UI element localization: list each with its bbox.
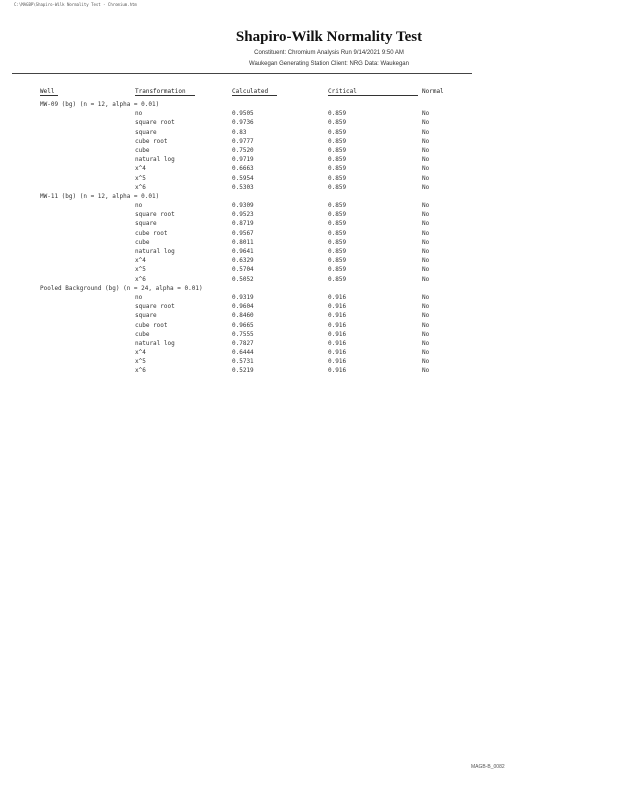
cell-critical: 0.859 xyxy=(328,156,347,164)
cell-transformation: x^5 xyxy=(135,358,146,366)
cell-critical: 0.916 xyxy=(328,339,347,347)
cell-critical: 0.916 xyxy=(328,303,347,311)
header-divider xyxy=(12,73,472,74)
table-row xyxy=(40,303,460,312)
table-row xyxy=(40,276,460,285)
cell-critical: 0.859 xyxy=(328,257,347,265)
cell-calculated: 0.7520 xyxy=(232,146,254,154)
cell-transformation: square root xyxy=(135,119,175,127)
cell-critical: 0.859 xyxy=(328,165,347,173)
table-group-row xyxy=(40,285,460,294)
cell-transformation: x^4 xyxy=(135,165,146,173)
cell-normal: No xyxy=(422,110,430,118)
cell-normal: No xyxy=(422,119,430,127)
table-row xyxy=(40,239,460,248)
cell-critical: 0.859 xyxy=(328,202,347,210)
cell-critical: 0.859 xyxy=(328,174,347,182)
cell-group-label: Pooled Background (bg) (n = 24, alpha = 0.01) xyxy=(40,284,203,292)
cell-transformation: no xyxy=(135,293,143,301)
cell-normal: No xyxy=(422,211,430,219)
cell-group-label: MW-09 (bg) (n = 12, alpha = 0.01) xyxy=(40,101,160,108)
col-transformation-underline xyxy=(135,95,195,96)
table-row xyxy=(40,156,460,165)
cell-normal: No xyxy=(422,275,430,283)
table-row xyxy=(40,349,460,358)
cell-transformation: cube xyxy=(135,146,150,154)
cell-critical: 0.859 xyxy=(328,275,347,283)
cell-calculated: 0.6329 xyxy=(232,257,254,265)
cell-critical: 0.916 xyxy=(328,312,347,320)
cell-critical: 0.859 xyxy=(328,183,347,191)
cell-normal: No xyxy=(422,128,430,136)
cell-group-label: MW-11 (bg) (n = 12, alpha = 0.01) xyxy=(40,192,160,200)
cell-transformation: x^6 xyxy=(135,275,146,283)
cell-critical: 0.859 xyxy=(328,248,347,255)
cell-normal: No xyxy=(422,293,430,301)
cell-transformation: cube root xyxy=(135,137,168,145)
cell-calculated: 0.9309 xyxy=(232,202,254,210)
report-title: Shapiro-Wilk Normality Test xyxy=(235,29,423,45)
cell-critical: 0.916 xyxy=(328,293,347,301)
table-row xyxy=(40,110,460,119)
subtitle-site-text: Waukegan Generating Station Client: NRG Data: Waukegan xyxy=(249,61,409,67)
cell-normal: No xyxy=(422,321,430,329)
col-well-underline xyxy=(40,95,58,96)
cell-normal: No xyxy=(422,137,430,145)
cell-normal: No xyxy=(422,349,430,357)
cell-calculated: 0.9505 xyxy=(232,110,254,118)
cell-calculated: 0.9523 xyxy=(232,211,254,219)
table-group-row xyxy=(40,101,460,110)
table-row xyxy=(40,138,460,147)
cell-transformation: cube root xyxy=(135,321,168,329)
cell-normal: No xyxy=(422,330,430,338)
col-normal: Normal xyxy=(422,88,444,95)
table-row xyxy=(40,175,460,184)
cell-critical: 0.916 xyxy=(328,367,347,375)
cell-critical: 0.859 xyxy=(328,211,347,219)
cell-transformation: square xyxy=(135,312,157,320)
cell-transformation: x^6 xyxy=(135,367,146,375)
table-row xyxy=(40,331,460,340)
cell-calculated: 0.5731 xyxy=(232,358,254,366)
table-row xyxy=(40,184,460,193)
cell-calculated: 0.7827 xyxy=(232,339,254,347)
cell-transformation: natural log xyxy=(135,156,175,164)
cell-calculated: 0.9719 xyxy=(232,156,254,164)
cell-normal: No xyxy=(422,174,430,182)
cell-normal: No xyxy=(422,183,430,191)
cell-critical: 0.859 xyxy=(328,266,347,274)
cell-critical: 0.916 xyxy=(328,330,347,338)
table-row xyxy=(40,129,460,138)
cell-calculated: 0.5704 xyxy=(232,266,254,274)
cell-calculated: 0.6444 xyxy=(232,349,254,357)
table-row xyxy=(40,220,460,229)
cell-critical: 0.859 xyxy=(328,229,347,237)
cell-transformation: cube xyxy=(135,238,150,246)
subtitle-analysis-text: Constituent: Chromium Analysis Run 9/14/2021 9:50 AM xyxy=(254,50,404,56)
col-calculated: Calculated xyxy=(232,88,269,95)
subtitle-analysis-info xyxy=(0,50,618,56)
col-critical-underline xyxy=(328,95,418,96)
cell-calculated: 0.9665 xyxy=(232,321,254,329)
cell-calculated: 0.9641 xyxy=(232,248,254,255)
cell-normal: No xyxy=(422,358,430,366)
cell-transformation: cube xyxy=(135,330,150,338)
cell-normal: No xyxy=(422,156,430,164)
cell-transformation: x^6 xyxy=(135,183,146,191)
report-title-wrap xyxy=(0,28,618,46)
cell-normal: No xyxy=(422,367,430,375)
table-row xyxy=(40,312,460,321)
cell-transformation: square xyxy=(135,220,157,228)
cell-calculated: 0.9736 xyxy=(232,119,254,127)
col-calculated-underline xyxy=(232,95,277,96)
cell-transformation: cube root xyxy=(135,229,168,237)
col-critical: Critical xyxy=(328,88,357,95)
cell-normal: No xyxy=(422,312,430,320)
cell-normal: No xyxy=(422,146,430,154)
cell-calculated: 0.5954 xyxy=(232,174,254,182)
table-row xyxy=(40,248,460,257)
results-table xyxy=(40,101,460,377)
cell-calculated: 0.5219 xyxy=(232,367,254,375)
table-row xyxy=(40,266,460,275)
cell-calculated: 0.8460 xyxy=(232,312,254,320)
document-id: MAGB-B_0082 xyxy=(471,764,505,770)
cell-normal: No xyxy=(422,229,430,237)
cell-transformation: x^4 xyxy=(135,349,146,357)
cell-normal: No xyxy=(422,257,430,265)
cell-critical: 0.859 xyxy=(328,128,347,136)
cell-normal: No xyxy=(422,238,430,246)
cell-critical: 0.859 xyxy=(328,238,347,246)
cell-calculated: 0.6663 xyxy=(232,165,254,173)
table-row xyxy=(40,367,460,376)
cell-critical: 0.916 xyxy=(328,321,347,329)
table-row xyxy=(40,211,460,220)
cell-normal: No xyxy=(422,165,430,173)
cell-normal: No xyxy=(422,266,430,274)
cell-critical: 0.859 xyxy=(328,220,347,228)
cell-normal: No xyxy=(422,202,430,210)
cell-calculated: 0.83 xyxy=(232,128,247,136)
table-row xyxy=(40,165,460,174)
cell-transformation: no xyxy=(135,110,143,118)
cell-calculated: 0.8011 xyxy=(232,238,254,246)
cell-transformation: square root xyxy=(135,303,175,311)
cell-transformation: x^5 xyxy=(135,266,146,274)
cell-normal: No xyxy=(422,248,430,255)
cell-calculated: 0.9777 xyxy=(232,137,254,145)
cell-normal: No xyxy=(422,339,430,347)
table-row xyxy=(40,147,460,156)
cell-calculated: 0.9567 xyxy=(232,229,254,237)
cell-normal: No xyxy=(422,303,430,311)
table-group-row xyxy=(40,193,460,202)
table-row xyxy=(40,119,460,128)
subtitle-site-info xyxy=(0,61,618,67)
cell-calculated: 0.9604 xyxy=(232,303,254,311)
cell-critical: 0.859 xyxy=(328,110,347,118)
cell-calculated: 0.5303 xyxy=(232,183,254,191)
cell-transformation: no xyxy=(135,202,143,210)
cell-normal: No xyxy=(422,220,430,228)
cell-calculated: 0.9319 xyxy=(232,293,254,301)
print-header-path: C:\MAGBP\Shapiro-Wilk Normality Test - Chromium.htm xyxy=(14,2,137,7)
cell-critical: 0.859 xyxy=(328,137,347,145)
col-well: Well xyxy=(40,88,55,95)
table-row xyxy=(40,358,460,367)
cell-transformation: square xyxy=(135,128,157,136)
table-row xyxy=(40,340,460,349)
cell-transformation: natural log xyxy=(135,339,175,347)
col-transformation: Transformation xyxy=(135,88,186,95)
cell-critical: 0.916 xyxy=(328,349,347,357)
table-row xyxy=(40,322,460,331)
cell-critical: 0.916 xyxy=(328,358,347,366)
cell-transformation: x^5 xyxy=(135,174,146,182)
table-row xyxy=(40,202,460,211)
cell-calculated: 0.5052 xyxy=(232,275,254,283)
table-row xyxy=(40,294,460,303)
cell-transformation: x^4 xyxy=(135,257,146,265)
cell-transformation: square root xyxy=(135,211,175,219)
table-row xyxy=(40,230,460,239)
cell-critical: 0.859 xyxy=(328,146,347,154)
cell-calculated: 0.7555 xyxy=(232,330,254,338)
table-row xyxy=(40,257,460,266)
cell-transformation: natural log xyxy=(135,248,175,255)
cell-calculated: 0.8719 xyxy=(232,220,254,228)
cell-critical: 0.859 xyxy=(328,119,347,127)
